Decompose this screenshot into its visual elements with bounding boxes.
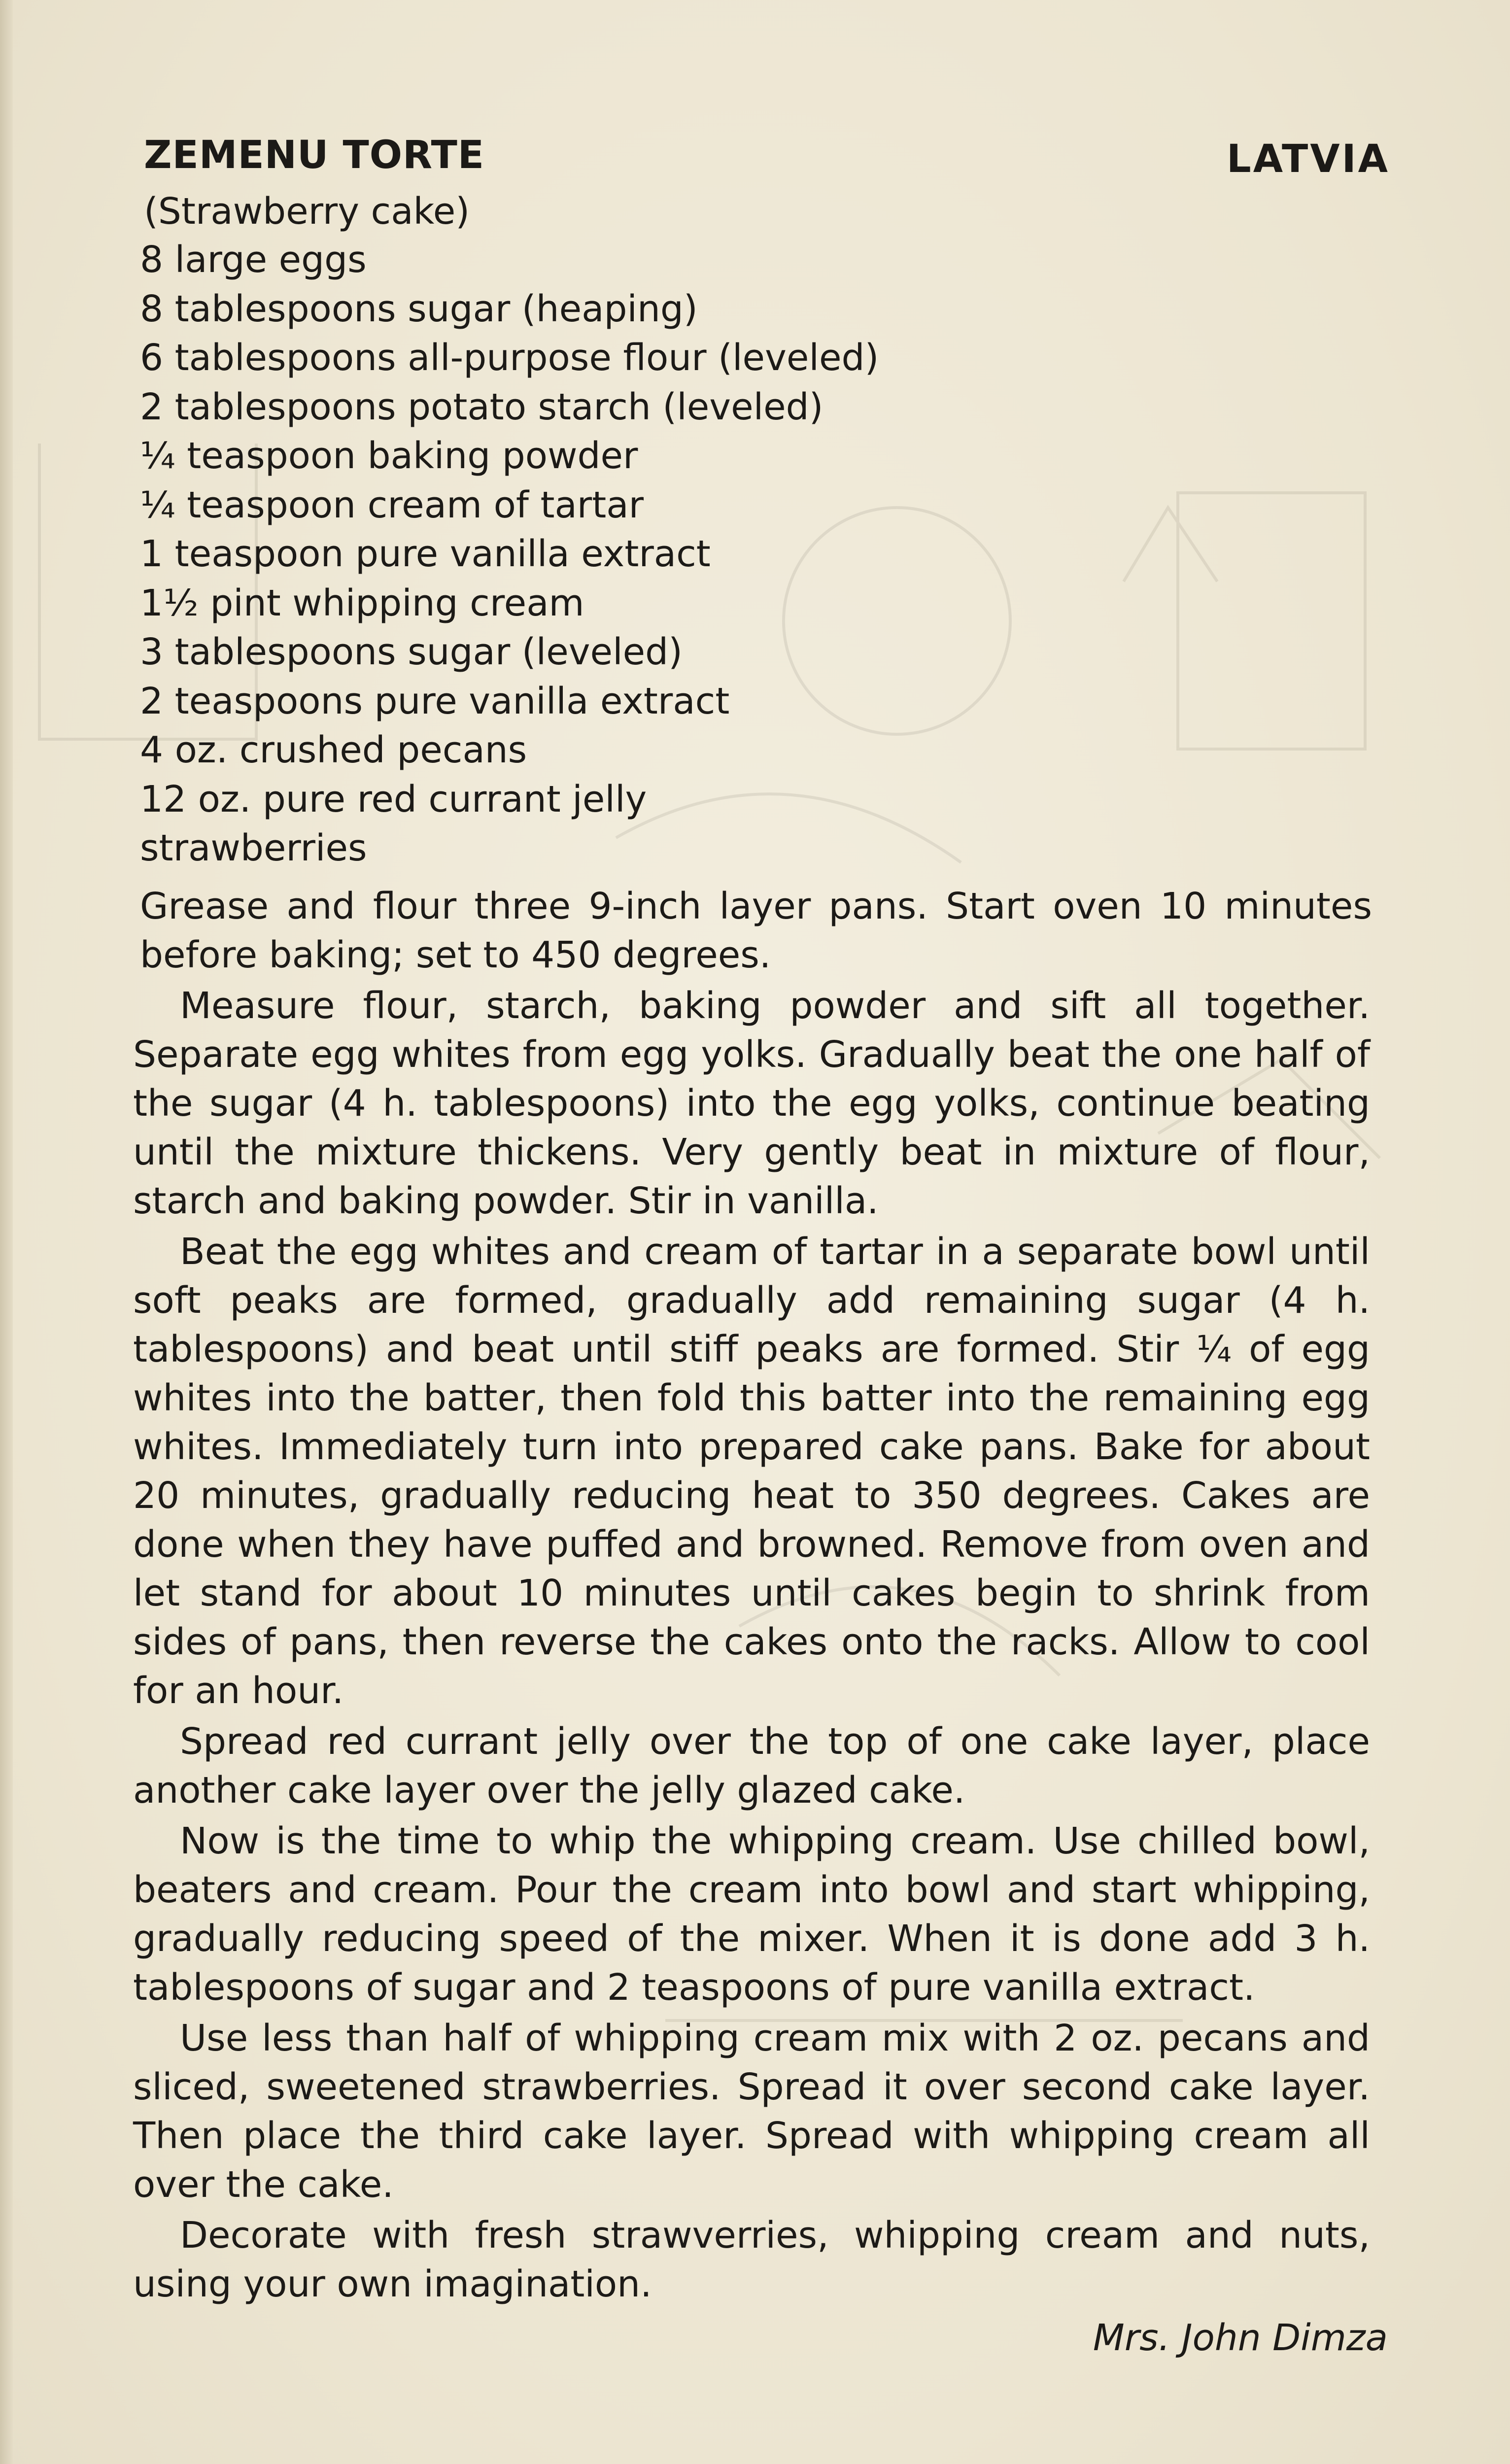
recipe-header — [133, 133, 1390, 187]
ingredient-item: 4 oz. crushed pecans — [140, 729, 527, 771]
ingredient-item: ¼ teaspoon cream of tartar — [140, 483, 644, 526]
recipe-subtitle: (Strawberry cake) — [144, 190, 470, 233]
ingredient-item: 2 tablespoons potato starch (leveled) — [140, 385, 824, 428]
ingredient-item: 6 tablespoons all-purpose flour (leveled) — [140, 337, 879, 379]
recipe — [133, 133, 1390, 2359]
recipe-title: ZEMENU TORTE — [144, 133, 485, 177]
page-binding-edge — [0, 0, 13, 2464]
ingredient-item: strawberries — [140, 827, 367, 869]
ingredient-item: 3 tablespoons sugar (leveled) — [140, 631, 683, 673]
instruction-paragraph: Use less than half of whipping cream mix with 2 oz. pecans and sliced, sweetened strawberries. Spread it over second cake layer. Then place the third cake layer. Spread with whipping cream all over the cake. — [133, 2017, 1370, 2206]
instruction-paragraph: Now is the time to whip the whipping cream. Use chilled bowl, beaters and cream. Pour the cream into bowl and start whipping, gradually reducing speed of the mixer. When it is done add 3 h. tablespoons of sugar and 2 teaspoons of pure vanilla extract. — [133, 1819, 1370, 2009]
recipe-country: LATVIA — [1227, 137, 1390, 181]
ingredient-item: 2 teaspoons pure vanilla extract — [140, 680, 730, 722]
ingredient-item: 1 teaspoon pure vanilla extract — [140, 533, 711, 575]
instruction-paragraph: Grease and flour three 9-inch layer pans. Start oven 10 minutes before baking; set to 450 degrees. — [140, 885, 1372, 976]
ingredient-item: ¼ teaspoon baking powder — [140, 435, 638, 477]
ingredient-item: 8 large eggs — [140, 239, 367, 281]
instruction-paragraph: Decorate with fresh strawverries, whipping cream and nuts, using your own imagination. — [133, 2214, 1370, 2305]
instruction-paragraph: Measure flour, starch, baking powder and sift all together. Separate egg whites from egg yolks. Gradually beat the one half of the sugar (4 h. tablespoons) into the egg yolks, continue beating until the mixture thickens. Very gently beat in mixture of flour, starch and baking powder. Stir in vanilla. — [133, 984, 1370, 1222]
ingredient-item: 1½ pint whipping cream — [140, 582, 584, 624]
ingredient-list — [140, 236, 1375, 873]
instruction-paragraph: Beat the egg whites and cream of tartar in a separate bowl until soft peaks are formed, gradually add remaining sugar (4 h. tablespoons) and beat until stiff peaks are formed. Stir ¼ of egg whites into the batter, then fold this batter into the remaining egg whites. Immediately turn into prepared cake pans. Bake for about 20 minutes, gradually reducing heat to 350 degrees. Cakes are done when they have puffed and browned. Remove from oven and let stand for about 10 minutes until cakes begin to shrink from sides of pans, then reverse the cakes onto the racks. Allow to cool for an hour. — [133, 1230, 1370, 1712]
ingredient-item: 8 tablespoons sugar (heaping) — [140, 287, 698, 330]
instruction-paragraph: Spread red currant jelly over the top of one cake layer, place another cake layer over the jelly glazed cake. — [133, 1720, 1370, 1812]
recipe-instructions — [133, 882, 1375, 2309]
ingredient-item: 12 oz. pure red currant jelly — [140, 778, 647, 821]
recipe-author: Mrs. John Dimza — [1093, 2316, 1388, 2359]
